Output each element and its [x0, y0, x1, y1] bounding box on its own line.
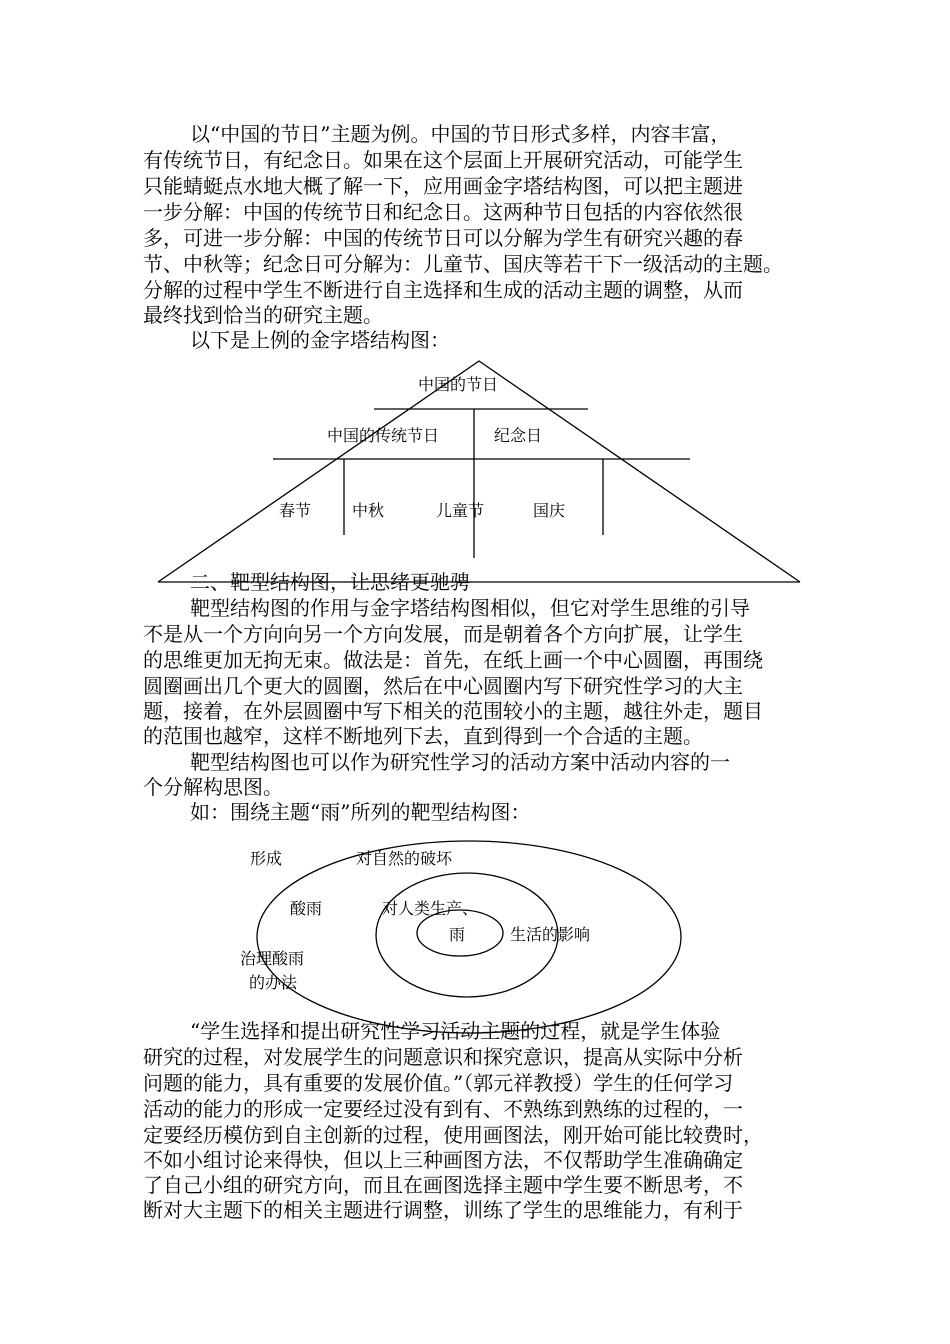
paragraph1-line: 有传统节日，有纪念日。如果在这个层面上开展研究活动，可能学生: [143, 148, 743, 172]
pyramid-top-label: 中国的节日: [418, 375, 499, 394]
paragraph4-line: 研究的过程，对发展学生的问题意识和探究意识，提高从实际中分析: [143, 1045, 743, 1069]
paragraph2-line: 的范围也越窄，这样不断地列下去，直到得到一个合适的主题。: [143, 724, 703, 748]
paragraph4-line: 断对大主题下的相关主题进行调整，训练了学生的思维能力，有利于: [143, 1198, 743, 1222]
pyramid-memorial-label: 纪念日: [494, 426, 543, 445]
target-govern-label-2: 的办法: [249, 973, 298, 992]
paragraph2-line: 圆圈画出几个更大的圆圈，然后在中心圆圈内写下研究性学习的大主: [143, 674, 743, 698]
pyramid-spring-label: 春节: [279, 501, 312, 520]
paragraph4-line: “学生选择和提出研究性学习活动主题的过程，就是学生体验: [190, 1019, 721, 1043]
section-heading: 二、靶型结构图，让思绪更驰骋: [190, 570, 470, 594]
paragraph4-line: 定要经历模仿到自主创新的过程，使用画图法，刚开始可能比较费时，: [143, 1123, 763, 1147]
paragraph4-line: 活动的能力的形成一定要经过没有到有、不熟练到熟练的过程的，一: [143, 1097, 743, 1121]
target-life-impact-label: 生活的影响: [510, 925, 591, 944]
paragraph1-line: 节、中秋等；纪念日可分解为：儿童节、国庆等若干下一级活动的主题。: [143, 252, 783, 276]
target-outer-ring: [257, 841, 681, 1033]
paragraph1-line: 最终找到恰当的研究主题。: [143, 303, 383, 327]
paragraph1-line: 分解的过程中学生不断进行自主选择和生成的活动主题的调整，从而: [143, 278, 743, 302]
pyramid-intro: 以下是上例的金字塔结构图：: [190, 328, 450, 352]
target-govern-label-1: 治理酸雨: [240, 949, 305, 968]
pyramid-nationalday-label: 国庆: [533, 501, 566, 520]
paragraph1-line: 只能蜻蜓点水地大概了解一下，应用画金字塔结构图，可以把主题进: [143, 174, 743, 198]
target-formation-label: 形成: [250, 849, 283, 868]
paragraph2-line: 靶型结构图的作用与金字塔结构图相似，但它对学生思维的引导: [190, 596, 750, 620]
target-nature-damage-label: 对自然的破坏: [356, 849, 453, 868]
paragraph2-line: 题，接着，在外层圆圈中写下相关的范围较小的主题，越往外走，题目: [143, 699, 763, 723]
pyramid-midautumn-label: 中秋: [352, 501, 385, 520]
target-center-label: 雨: [449, 925, 466, 944]
paragraph3-line: 个分解构思图。: [143, 775, 283, 799]
paragraph4-line: 不如小组讨论来得快，但以上三种画图方法，不仅帮助学生准确确定: [143, 1148, 743, 1172]
paragraph1-line: 以“中国的节日”主题为例。中国的节日形式多样，内容丰富，: [190, 122, 731, 146]
paragraph2-line: 不是从一个方向向另一个方向发展，而是朝着各个方向扩展，让学生: [143, 622, 743, 646]
paragraph4-line: 了自己小组的研究方向，而且在画图选择主题中学生要不断思考，不: [143, 1173, 743, 1197]
target-intro: 如：围绕主题“雨”所列的靶型结构图：: [190, 800, 531, 824]
paragraph4-line: 问题的能力，具有重要的发展价值。”（郭元祥教授）学生的任何学习: [143, 1071, 734, 1095]
target-acid-rain-label: 酸雨: [290, 899, 323, 918]
pyramid-traditional-label: 中国的传统节日: [327, 426, 440, 445]
paragraph3-line: 靶型结构图也可以作为研究性学习的活动方案中活动内容的一: [190, 750, 730, 774]
paragraph2-line: 的思维更加无拘无束。做法是：首先，在纸上画一个中心圆圈，再围绕: [143, 648, 763, 672]
paragraph1-line: 一步分解：中国的传统节日和纪念日。这两种节日包括的内容依然很: [143, 200, 743, 224]
pyramid-childrensday-label: 儿童节: [436, 501, 485, 520]
paragraph1-line: 多，可进一步分解：中国的传统节日可以分解为学生有研究兴趣的春: [143, 226, 743, 250]
target-human-production-label: 对人类生产、: [382, 899, 479, 918]
